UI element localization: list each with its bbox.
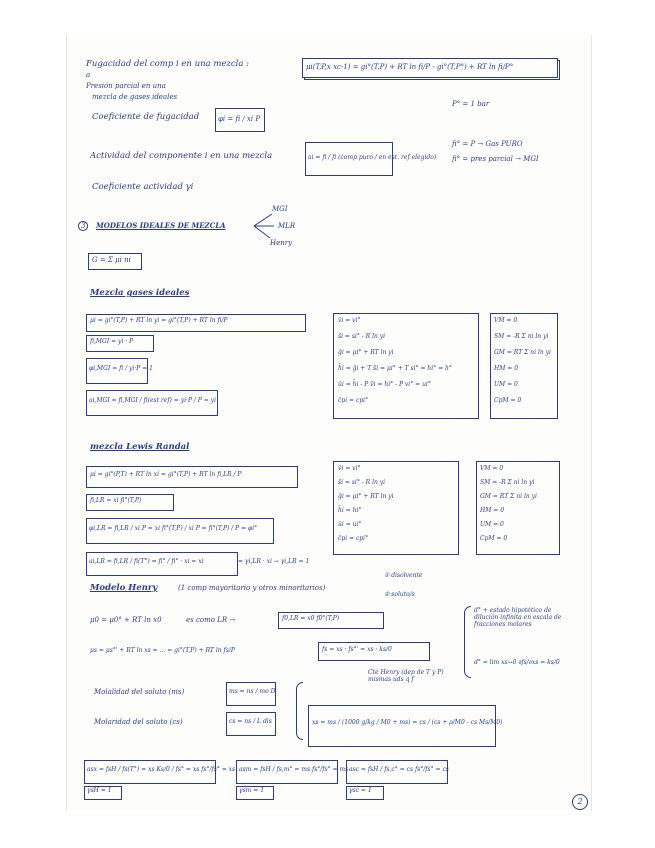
xs-formula: xs = ms / (1000 g/kg / M0 + ms) = cs / (cs + ρ/M0 - cs Ms/M0): [312, 719, 503, 726]
modelo-mgi: MGI: [272, 205, 288, 213]
molalidad-formula: ms = ns / mo D: [229, 688, 276, 695]
molaridad-label: Molaridad del soluto (cs): [94, 718, 183, 726]
mgi-mix-1: VM = 0: [494, 317, 518, 324]
note-puro: fi° = P → Gas PURO: [452, 140, 523, 148]
henry-eq2c: fs = xs · fs°' = xs · ks/0: [322, 646, 392, 653]
lr-mix-6: CpM = 0: [480, 535, 508, 542]
modelo-henry: Henry: [270, 239, 293, 247]
lr-eq1: μi = gi°(P,T) + RT ln xi = gi°(T,P) + RT ln fi,LR / P: [90, 471, 242, 478]
lr-eq3: φi,LR = fi,LR / xi P = xi fi°(T,P) / xi P = fi°(T,P) / P = φi°: [89, 525, 258, 532]
mgi-prop-2: s̄i = si° - R ln yi: [338, 333, 386, 340]
molar-brace: [296, 682, 303, 740]
lr-prop-5: ūi = ui°: [338, 521, 362, 528]
lr-mix-2: SM = -R Σ ni ln yi: [480, 479, 535, 486]
mezcla-gases-label: mezcla de gases ideales: [92, 93, 178, 101]
henry-title: Modelo Henry: [90, 583, 158, 593]
henry-eq2: μs = μs°' + RT ln xs = ... = gi°(T,P) + RT ln fs/P: [90, 647, 235, 654]
lr-mix-3: GM = RT Σ ni ln yi: [480, 493, 537, 500]
act3: asc = fsH / fs,c° = cs fs°/fs° = cs: [349, 766, 449, 773]
lr-prop-4: h̄i = hi°: [338, 507, 362, 514]
modelos-arrows: [252, 210, 276, 242]
molaridad-formula: cs = ns / L dis: [229, 718, 272, 725]
lr-prop-2: s̄i = si° - R ln yi: [338, 479, 386, 486]
act1g: γsH = 1: [87, 787, 112, 794]
modelos-title: MODELOS IDEALES DE MEZCLA: [96, 221, 226, 230]
mgi-prop-1: v̄i = vi°: [338, 317, 361, 324]
modelo-mlr: MLR: [278, 222, 296, 230]
act2: asm = fsH / fs,m° = ms fs°/fs° = ms: [239, 766, 349, 773]
henry-note-brace: [464, 606, 471, 678]
note-mgi: fi° = pres parcial → MGI: [452, 155, 539, 163]
modelos-number-circle: 3: [78, 221, 88, 231]
henry-disolvente: ① disolvente: [384, 572, 423, 579]
lr-prop-1: v̄i = vi°: [338, 465, 361, 472]
coef-fug-formula: φi = fi / xi P: [218, 115, 261, 123]
henry-note: d° + estado hipotético de dilución infinita en escala de fracciones molares: [474, 607, 562, 628]
henry-eq1: μ0 = μ0° + RT ln x0: [90, 616, 162, 624]
henry-soluto: ② soluto/s: [384, 591, 415, 598]
mgi-mix-3: GM = RT Σ ni ln yi: [494, 349, 551, 356]
lr-eq4: ai,LR = fi,LR / fi(T°) = fi° / fi° · xi = xi: [89, 558, 204, 565]
mgi-title: Mezcla gases ideales: [90, 288, 190, 298]
mgi-mix-6: CpM = 0: [494, 397, 522, 404]
actividad-formula: ai = fi / fi (comp puro / en est. ref elegido): [308, 154, 437, 161]
act1: asx = fsH / fs(T°) = xs Ks/0 / fs° = xs fs°/fs° = xs: [87, 766, 236, 773]
lr-prop-6: c̄pi = cpi°: [338, 535, 369, 542]
molalidad-label: Molalidad del soluto (ms): [94, 688, 185, 696]
mgi-prop-5: ūi = h̄i - P v̄i = hi° - P vi° = ui°: [338, 381, 431, 388]
lr-title: mezcla Lewis Randal: [90, 442, 190, 452]
mgi-mix-2: SM = -R Σ ni ln yi: [494, 333, 549, 340]
actividad-label: Actividad del componente i en una mezcla: [90, 151, 273, 161]
lr-mix-1: VM = 0: [480, 465, 504, 472]
presion-parcial-label: Presión parcial en una: [86, 82, 166, 90]
act3g: γsc = 1: [349, 787, 372, 794]
mgi-eq2: fi,MGI = yi · P: [90, 338, 134, 345]
mgi-prop-6: c̄pi = cpi°: [338, 397, 369, 404]
mgi-eq1: μi = gi°(T,P) + RT ln yi = gi°(T,P) + RT ln fi/P: [90, 317, 228, 324]
coef-act-label: Coeficiente actividad γi: [92, 182, 194, 192]
lr-mix-5: UM = 0: [480, 521, 504, 528]
mgi-eq4: ai,MGI = fi,MGI / fi(est ref) = yi·P / P = yi: [89, 397, 216, 404]
mgi-eq3: φi,MGI = fi / yi·P = 1: [89, 365, 153, 372]
p-standard: P° = 1 bar: [452, 100, 490, 108]
lr-eq2: fi,LR = xi fi°(T,P): [90, 497, 142, 504]
henry-desc: (1 comp mayoritario y otros minoritarios): [178, 584, 326, 592]
henry-eq1b: es como LR →: [186, 616, 236, 624]
coef-fug-label: Coeficiente de fugacidad: [92, 112, 200, 122]
lr-mix-4: HM = 0: [480, 507, 505, 514]
lr-prop-3: ḡi = μi° + RT ln yi: [338, 493, 394, 500]
act2g: γsm = 1: [239, 787, 265, 794]
henry-cte: Cte Henry (dep de T y P) mismas uds q f: [368, 669, 444, 683]
fugacidad-formula: μi(T,P,x xc-1) = gi°(T,P) + RT ln fi/P - gi°(T,P°) + RT ln fi/P°: [306, 63, 514, 71]
mgi-mix-4: HM = 0: [494, 365, 519, 372]
fugacidad-label: Fugacidad del comp i en una mezcla :: [86, 59, 250, 69]
henry-eq1c: f0,LR = x0 f0°(T,P): [282, 615, 340, 622]
mgi-prop-4: h̄i = ḡi + T s̄i = μi° + T si° = hi° = h°: [338, 365, 452, 372]
fugacidad-marker: a: [86, 71, 91, 79]
modelos-number: [78, 221, 88, 232]
g-formula: G = Σ μi ni: [92, 256, 131, 264]
mgi-prop-3: ḡi = μi° + RT ln yi: [338, 349, 394, 356]
page-number: 2: [572, 794, 588, 810]
henry-note2: d° = lim xs→0 ∂fs/∂xs = ks/0: [474, 659, 560, 666]
mgi-mix-5: UM = 0: [494, 381, 518, 388]
lr-eq4b: = γi,LR · xi → γi,LR = 1: [238, 558, 310, 565]
